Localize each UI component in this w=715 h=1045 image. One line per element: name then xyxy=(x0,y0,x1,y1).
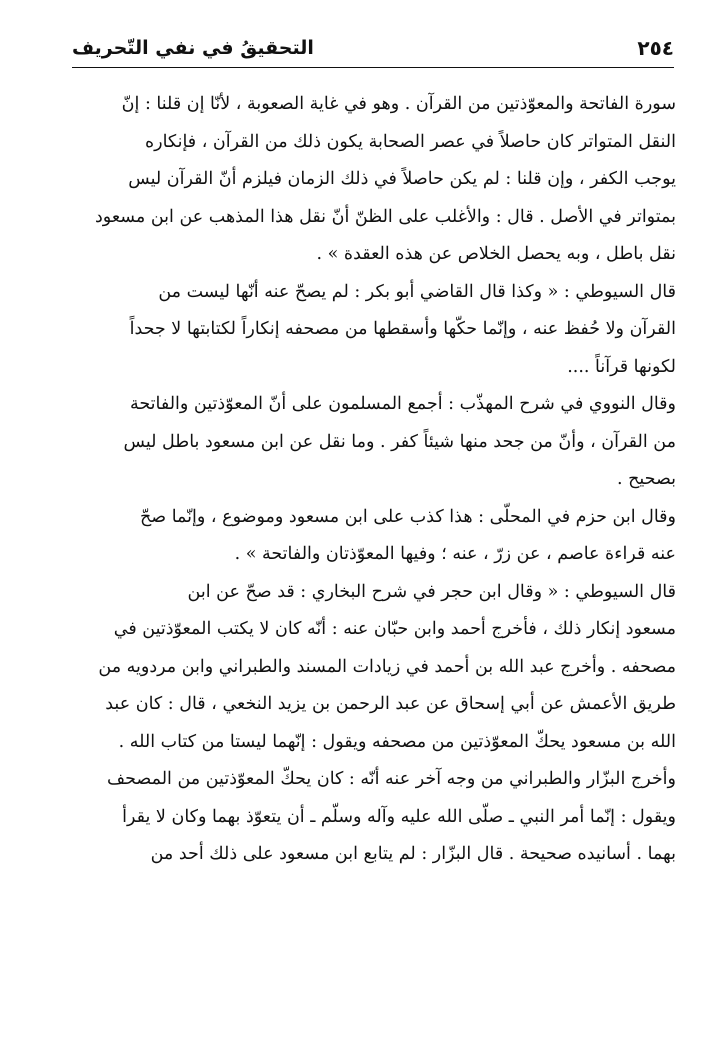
page-number: ٢٥٤ xyxy=(637,36,674,60)
text-line: مصحفه . وأخرج عبد الله بن أحمد في زيادات المسند والطبراني وابن مردويه من xyxy=(98,656,676,677)
text-line: ويقول : إنّما أمر النبي ـ صلّى الله عليه وآله وسلّم ـ أن يتعوّذ بهما وكان لا يقرأ xyxy=(122,806,676,827)
text-line: لكونها قرآناً .... xyxy=(567,356,676,377)
text-line: بهما . أسانيده صحيحة . قال البزّار : لم يتابع ابن مسعود على ذلك أحد من xyxy=(150,844,676,864)
text-line: من القرآن ، وأنّ من جحد منها شيئاً كفر . وما نقل عن ابن مسعود باطل ليس xyxy=(123,431,676,452)
text-line: عنه قراءة عاصم ، عن زرّ ، عنه ؛ وفيها المعوّذتان والفاتحة » . xyxy=(234,544,676,564)
text-line: النقل المتواتر كان حاصلاً في عصر الصحابة يكون ذلك من القرآن ، فإنكاره xyxy=(144,131,676,152)
text-line: الله بن مسعود يحكّ المعوّذتين من مصحفه ويقول : إنّهما ليستا من كتاب الله . xyxy=(118,731,676,752)
text-line: بصحيح . xyxy=(616,469,676,489)
text-line: قال السيوطي : « وكذا قال القاضي أبو بكر : لم يصحّ عنه أنّها ليست من xyxy=(158,281,676,302)
text-line: القرآن ولا حُفظ عنه ، وإنّما حكّها وأسقطها من مصحفه إنكاراً لكتابتها لا جحداً xyxy=(129,319,676,339)
header-divider xyxy=(72,67,674,68)
text-line: مسعود إنكار ذلك ، فأخرج أحمد وابن حبّان عنه : أنّه كان لا يكتب المعوّذتين في xyxy=(113,619,676,639)
text-line: وقال النووي في شرح المهذّب : أجمع المسلمون على أنّ المعوّذتين والفاتحة xyxy=(129,394,676,414)
text-line: قال السيوطي : « وقال ابن حجر في شرح البخاري : قد صحّ عن ابن xyxy=(187,581,676,602)
page-header xyxy=(72,28,674,68)
text-line: بمتواتر في الأصل . قال : والأغلب على الظنّ أنّ نقل هذا المذهب عن ابن مسعود xyxy=(95,206,676,227)
text-line: سورة الفاتحة والمعوّذتين من القرآن . وهو في غاية الصعوبة ، لأنّا إن قلنا : إنّ xyxy=(121,94,676,114)
body-text xyxy=(62,86,676,874)
running-title: التحقيقُ في نفي التّحريف xyxy=(72,37,314,59)
text-line: يوجب الكفر ، وإن قلنا : لم يكن حاصلاً في ذلك الزمان فيلزم أنّ القرآن ليس xyxy=(128,169,676,189)
text-line: وأخرج البزّار والطبراني من وجه آخر عنه أنّه : كان يحكّ المعوّذتين من المصحف xyxy=(107,769,676,789)
text-line: طريق الأعمش عن أبي إسحاق عن عبد الرحمن بن يزيد النخعي ، قال : كان عبد xyxy=(105,694,676,714)
text-line: وقال ابن حزم في المحلّى : هذا كذب على ابن مسعود وموضوع ، وإنّما صحّ xyxy=(140,506,676,527)
text-line: نقل باطل ، وبه يحصل الخلاص عن هذه العقدة » . xyxy=(316,244,676,264)
